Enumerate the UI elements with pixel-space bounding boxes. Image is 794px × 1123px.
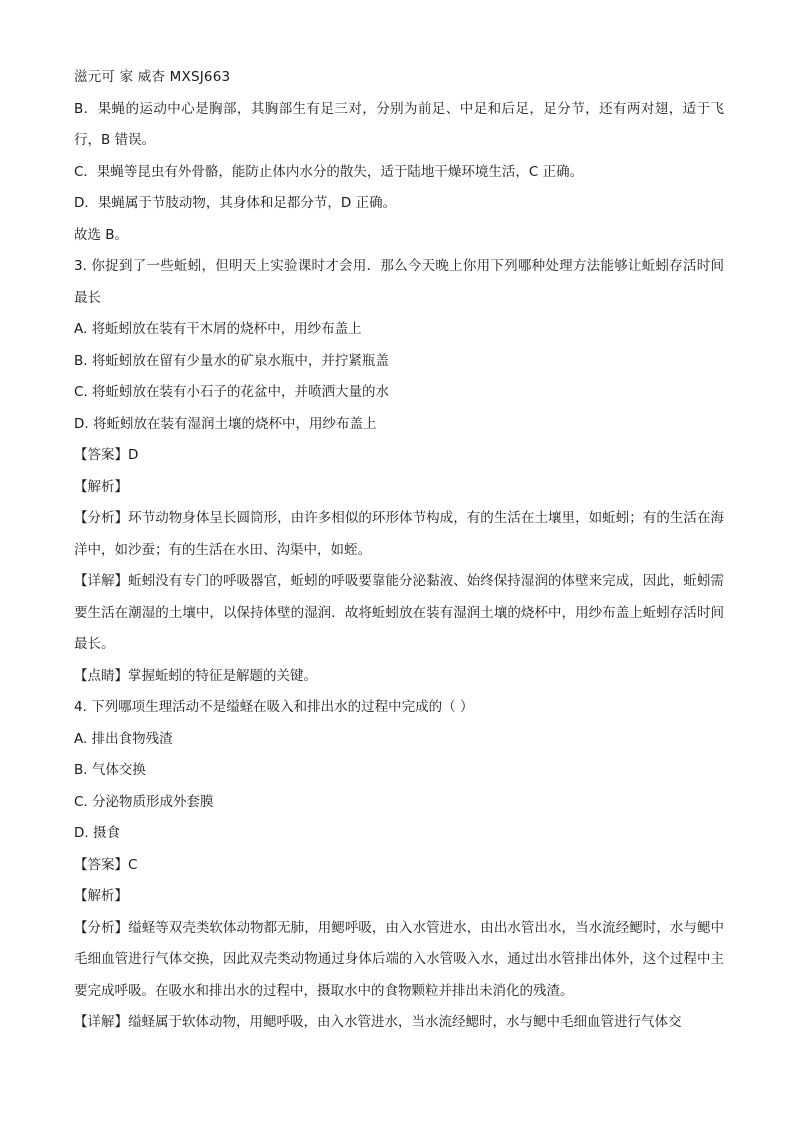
prev-conclusion: 故选 B。: [74, 226, 129, 243]
question-3-analysis: 【分析】环节动物身体呈长圆筒形，由许多相似的环形体节构成，有的生活在土壤里，如蚯蚓；有的生活在海洋中，如沙蚕；有的生活在水田、沟渠中，如蛭。: [74, 510, 724, 558]
prev-option-d-explanation: D．果蝇属于节肢动物，其身体和足都分节，D 正确。: [74, 195, 397, 211]
question-4-answer: 【答案】C: [74, 856, 138, 873]
question-4-option-a: A. 排出食物残渣: [74, 730, 173, 747]
question-3-option-c: C. 将蚯蚓放在装有小石子的花盆中，并喷洒大量的水: [74, 384, 390, 400]
question-4-option-b: B. 气体交换: [74, 762, 146, 778]
question-3-key-point: 【点睛】掌握蚯蚓的特征是解题的关键。: [74, 667, 317, 684]
question-3-stem: 3. 你捉到了一些蚯蚓，但明天上实验课时才会用．那么今天晚上你用下列哪种处理方法能够让蚯蚓存活时间最长: [74, 258, 724, 306]
question-3-detailed-explanation: 【详解】蚯蚓没有专门的呼吸器官，蚯蚓的呼吸要靠能分泌黏液、始终保持湿润的体壁来完成，因此，蚯蚓需要生活在潮湿的土壤中，以保持体壁的湿润．故将蚯蚓放在装有湿润土壤的烧杯中，用纱布盖上蚯蚓存活时间最长。: [74, 573, 724, 652]
question-4-analysis: 【分析】缢蛏等双壳类软体动物都无肺，用鳃呼吸，由入水管进水，由出水管出水，当水流经鳃时，水与鳃中毛细血管进行气体交换，因此双壳类动物通过身体后端的入水管吸入水，通过出水管排出体外，这个过程中主要完成呼吸。在吸水和排出水的过程中，摄取水中的食物颗粒并排出未消化的残渣。: [74, 919, 724, 999]
prev-option-b-explanation: B．果蝇的运动中心是胸部，其胸部生有足三对，分别为前足、中足和后足，足分节，还有两对翅，适于飞行，B 错误。: [74, 100, 724, 148]
page-header-watermark: 滋元可 家 威杏 MXSJ663: [74, 69, 231, 85]
question-3-option-d: D. 将蚯蚓放在装有湿润土壤的烧杯中，用纱布盖上: [74, 415, 377, 432]
question-3-option-b: B. 将蚯蚓放在留有少量水的矿泉水瓶中，并拧紧瓶盖: [74, 352, 389, 369]
question-4-stem: 4. 下列哪项生理活动不是缢蛏在吸入和排出水的过程中完成的（ ）: [74, 699, 474, 715]
question-4-analysis-title: 【解析】: [74, 888, 128, 904]
prev-option-c-explanation: C．果蝇等昆虫有外骨骼，能防止体内水分的散失，适于陆地干燥环境生活，C 正确。: [74, 163, 584, 180]
question-4-option-d: D. 摄食: [74, 825, 120, 841]
question-3-option-a: A. 将蚯蚓放在装有干木屑的烧杯中，用纱布盖上: [74, 321, 362, 337]
question-4-detailed-explanation: 【详解】缢蛏属于软体动物，用鳃呼吸，由入水管进水，当水流经鳃时，水与鳃中毛细血管进行气体交: [74, 1014, 682, 1030]
page-content: [74, 62, 724, 1039]
question-3-analysis-title: 【解析】: [74, 478, 128, 495]
question-3-answer: 【答案】D: [74, 447, 139, 463]
question-4-option-c: C. 分泌物质形成外套膜: [74, 793, 214, 810]
